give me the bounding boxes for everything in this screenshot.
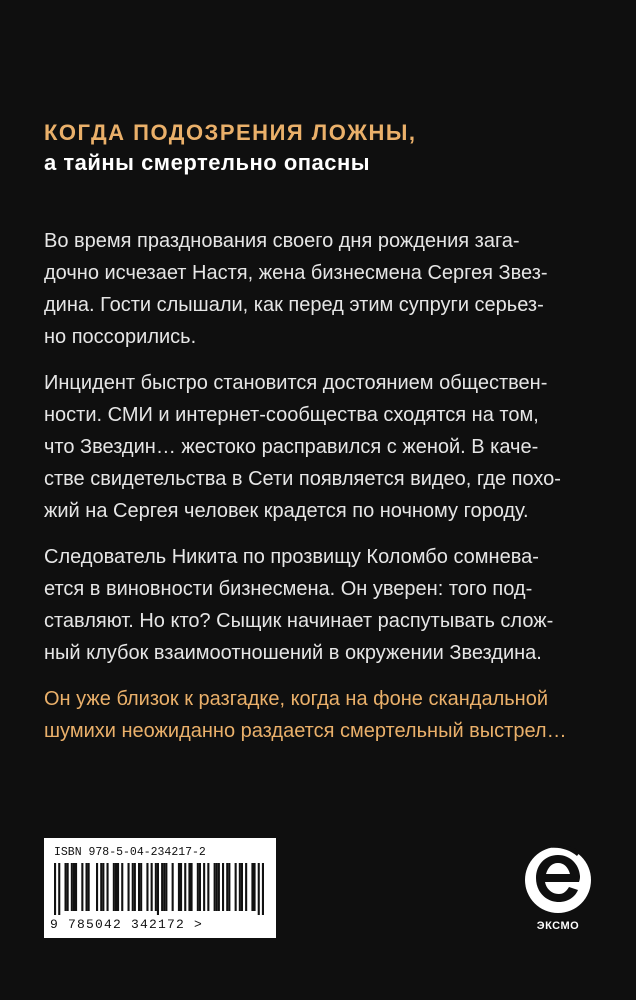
eksmo-logo-icon xyxy=(522,842,594,918)
isbn-number: ISBN 978-5-04-234217-2 xyxy=(54,846,206,859)
barcode-box xyxy=(44,838,276,938)
publisher-name: ЭКСМО xyxy=(536,920,580,932)
headline-sub: а тайны смертельно опасны xyxy=(44,150,371,175)
headline-accent: КОГДА ПОДОЗРЕНИЯ ЛОЖНЫ, xyxy=(44,120,417,145)
blurb-paragraph-1: Во время празднования своего дня рождения зага- дочно исчезает Настя, жена бизнесмена Сергея Звез- дина. Гости слышали, как перед этим супруги серьез- но поссорились. xyxy=(44,230,548,348)
blurb-paragraph-2: Инцидент быстро становится достоянием обществен- ности. СМИ и интернет-сообщества сходятся на том, что Звездин… жестоко расправился с женой. В каче- стве свидетельства в Сети появляется видео, где похо- жий на Сергея человек крадется по ночному городу. xyxy=(44,372,561,522)
blurb-paragraph-3: Следователь Никита по прозвищу Коломбо сомнева- ется в виновности бизнесмена. Он уверен: того под- ставляют. Но кто? Сыщик начинает распутывать слож- ный клубок взаимоотношений в окружении Звездина. xyxy=(44,546,554,664)
blurb xyxy=(44,225,604,761)
barcode-icon xyxy=(52,863,268,915)
barcode-digits: 9 785042 342172 > xyxy=(50,917,204,932)
publisher-logo xyxy=(522,842,594,938)
headline xyxy=(44,118,604,178)
blurb-paragraph-4: Он уже близок к разгадке, когда на фоне скандальной шумихи неожиданно раздается смертельный выстрел… xyxy=(44,688,567,742)
